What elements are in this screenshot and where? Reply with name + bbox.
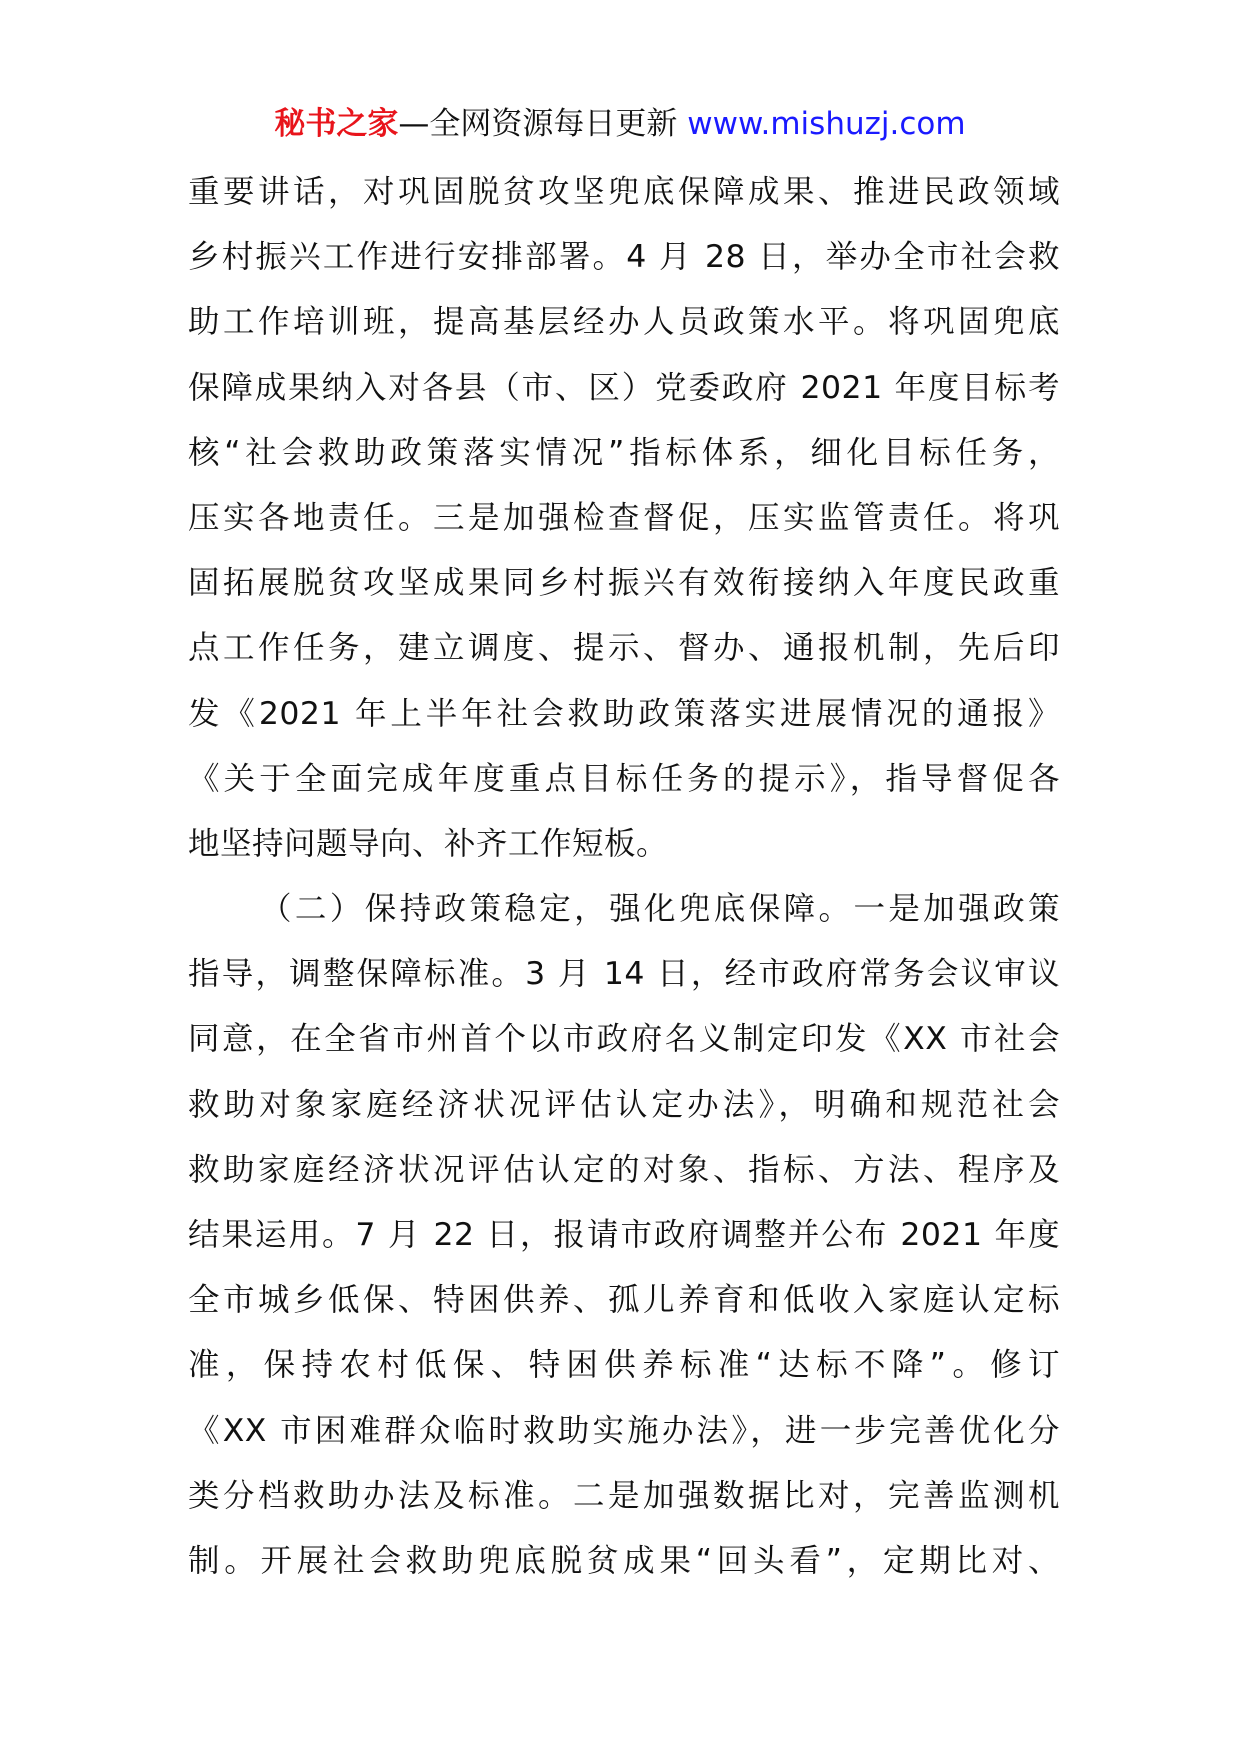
- text-line: 同意，在全省市州首个以市政府名义制定印发《XX 市社会: [188, 1021, 1060, 1058]
- text-line: 救助对象家庭经济状况评估认定办法》，明确和规范社会: [188, 1086, 1060, 1123]
- text-line: 救助家庭经济状况评估认定的对象、指标、方法、程序及: [188, 1151, 1060, 1188]
- site-url-link[interactable]: www.mishuzj.com: [687, 106, 966, 142]
- text-line: 指导，调整保障标准。3 月 14 日，经市政府常务会议审议: [188, 956, 1060, 993]
- text-line: 压实各地责任。三是加强检查督促，压实监管责任。将巩: [188, 499, 1060, 536]
- text-line: 《关于全面完成年度重点目标任务的提示》，指导督促各: [188, 760, 1060, 797]
- text-line: 类分档救助办法及标准。二是加强数据比对，完善监测机: [188, 1477, 1060, 1514]
- text-line: 乡村振兴工作进行安排部署。4 月 28 日，举办全市社会救: [188, 239, 1060, 276]
- section-heading-line: （二）保持政策稳定，强化兜底保障。一是加强政策: [260, 891, 1060, 928]
- text-line: 保障成果纳入对各县（市、区）党委政府 2021 年度目标考: [188, 369, 1060, 406]
- site-slogan: —全网资源每日更新: [398, 106, 678, 142]
- text-line: 重要讲话，对巩固脱贫攻坚兜底保障成果、推进民政领域: [188, 174, 1060, 210]
- text-line: 全市城乡低保、特困供养、孤儿养育和低收入家庭认定标: [188, 1282, 1060, 1319]
- document-body: [188, 160, 1060, 1594]
- text-line: 核“社会救助政策落实情况”指标体系，细化目标任务，: [188, 434, 1060, 471]
- text-line: 《XX 市困难群众临时救助实施办法》，进一步完善优化分: [188, 1412, 1060, 1449]
- text-line: 助工作培训班，提高基层经办人员政策水平。将巩固兜底: [188, 304, 1060, 341]
- text-line: 固拓展脱贫攻坚成果同乡村振兴有效衔接纳入年度民政重: [188, 565, 1060, 602]
- text-line: 制。开展社会救助兜底脱贫成果“回头看”，定期比对、: [188, 1542, 1060, 1579]
- site-brand: 秘书之家: [274, 106, 399, 142]
- text-line: 准，保持农村低保、特困供养标准“达标不降”。修订: [188, 1347, 1060, 1384]
- text-line: 发《2021 年上半年社会救助政策落实进展情况的通报》: [188, 695, 1060, 732]
- site-header: [0, 100, 1240, 148]
- text-line: 点工作任务，建立调度、提示、督办、通报机制，先后印: [188, 630, 1060, 667]
- text-line: 结果运用。7 月 22 日，报请市政府调整并公布 2021 年度: [188, 1217, 1060, 1253]
- text-line: 地坚持问题导向、补齐工作短板。: [188, 825, 669, 862]
